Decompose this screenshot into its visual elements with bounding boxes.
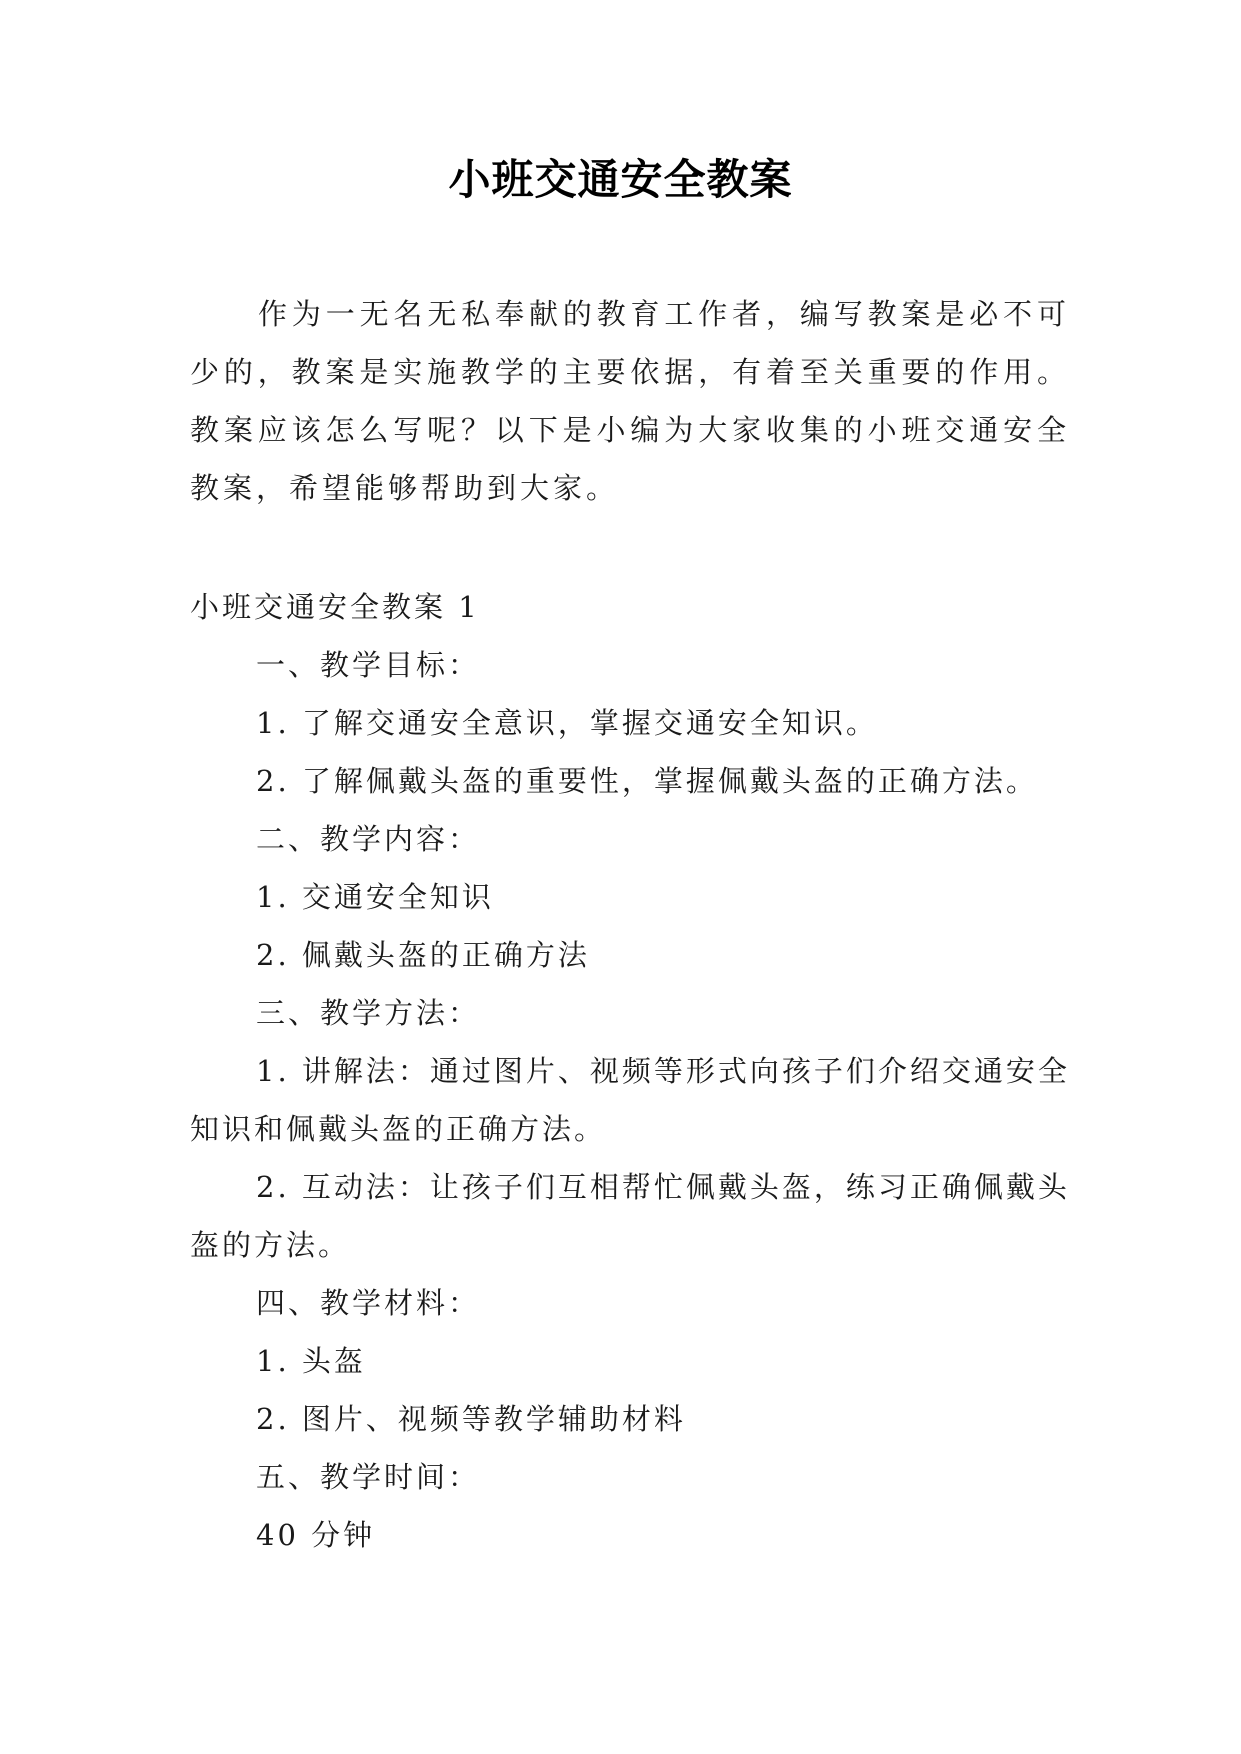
materials-heading: 四、教学材料： (256, 1286, 481, 1320)
lesson-plan-body (190, 578, 1090, 1564)
methods-heading: 三、教学方法： (256, 996, 481, 1030)
content-item-1: 1. 交通安全知识 (256, 880, 494, 914)
content-heading: 二、教学内容： (256, 822, 481, 856)
material-item-1: 1. 头盔 (256, 1344, 366, 1378)
time-heading: 五、教学时间： (256, 1460, 481, 1494)
method-item-1: 1. 讲解法：通过图片、视频等形式向孩子们介绍交通安全知识和佩戴头盔的正确方法。 (190, 1054, 1070, 1146)
goal-item-2: 2. 了解佩戴头盔的重要性，掌握佩戴头盔的正确方法。 (256, 764, 1038, 798)
section-heading: 小班交通安全教案 1 (190, 590, 480, 624)
time-value: 40 分钟 (256, 1518, 376, 1552)
intro-paragraph: 作为一无名无私奉献的教育工作者，编写教案是必不可少的，教案是实施教学的主要依据，有着至关重要的作用。教案应该怎么写呢？以下是小编为大家收集的小班交通安全教案，希望能够帮助到大家。 (190, 297, 1070, 505)
goals-heading: 一、教学目标： (256, 648, 481, 682)
goal-item-1: 1. 了解交通安全意识，掌握交通安全知识。 (256, 706, 878, 740)
material-item-2: 2. 图片、视频等教学辅助材料 (256, 1402, 686, 1436)
method-item-2: 2. 互动法：让孩子们互相帮忙佩戴头盔，练习正确佩戴头盔的方法。 (190, 1170, 1070, 1262)
content-item-2: 2. 佩戴头盔的正确方法 (256, 938, 590, 972)
document-title: 小班交通安全教案 (448, 155, 793, 204)
